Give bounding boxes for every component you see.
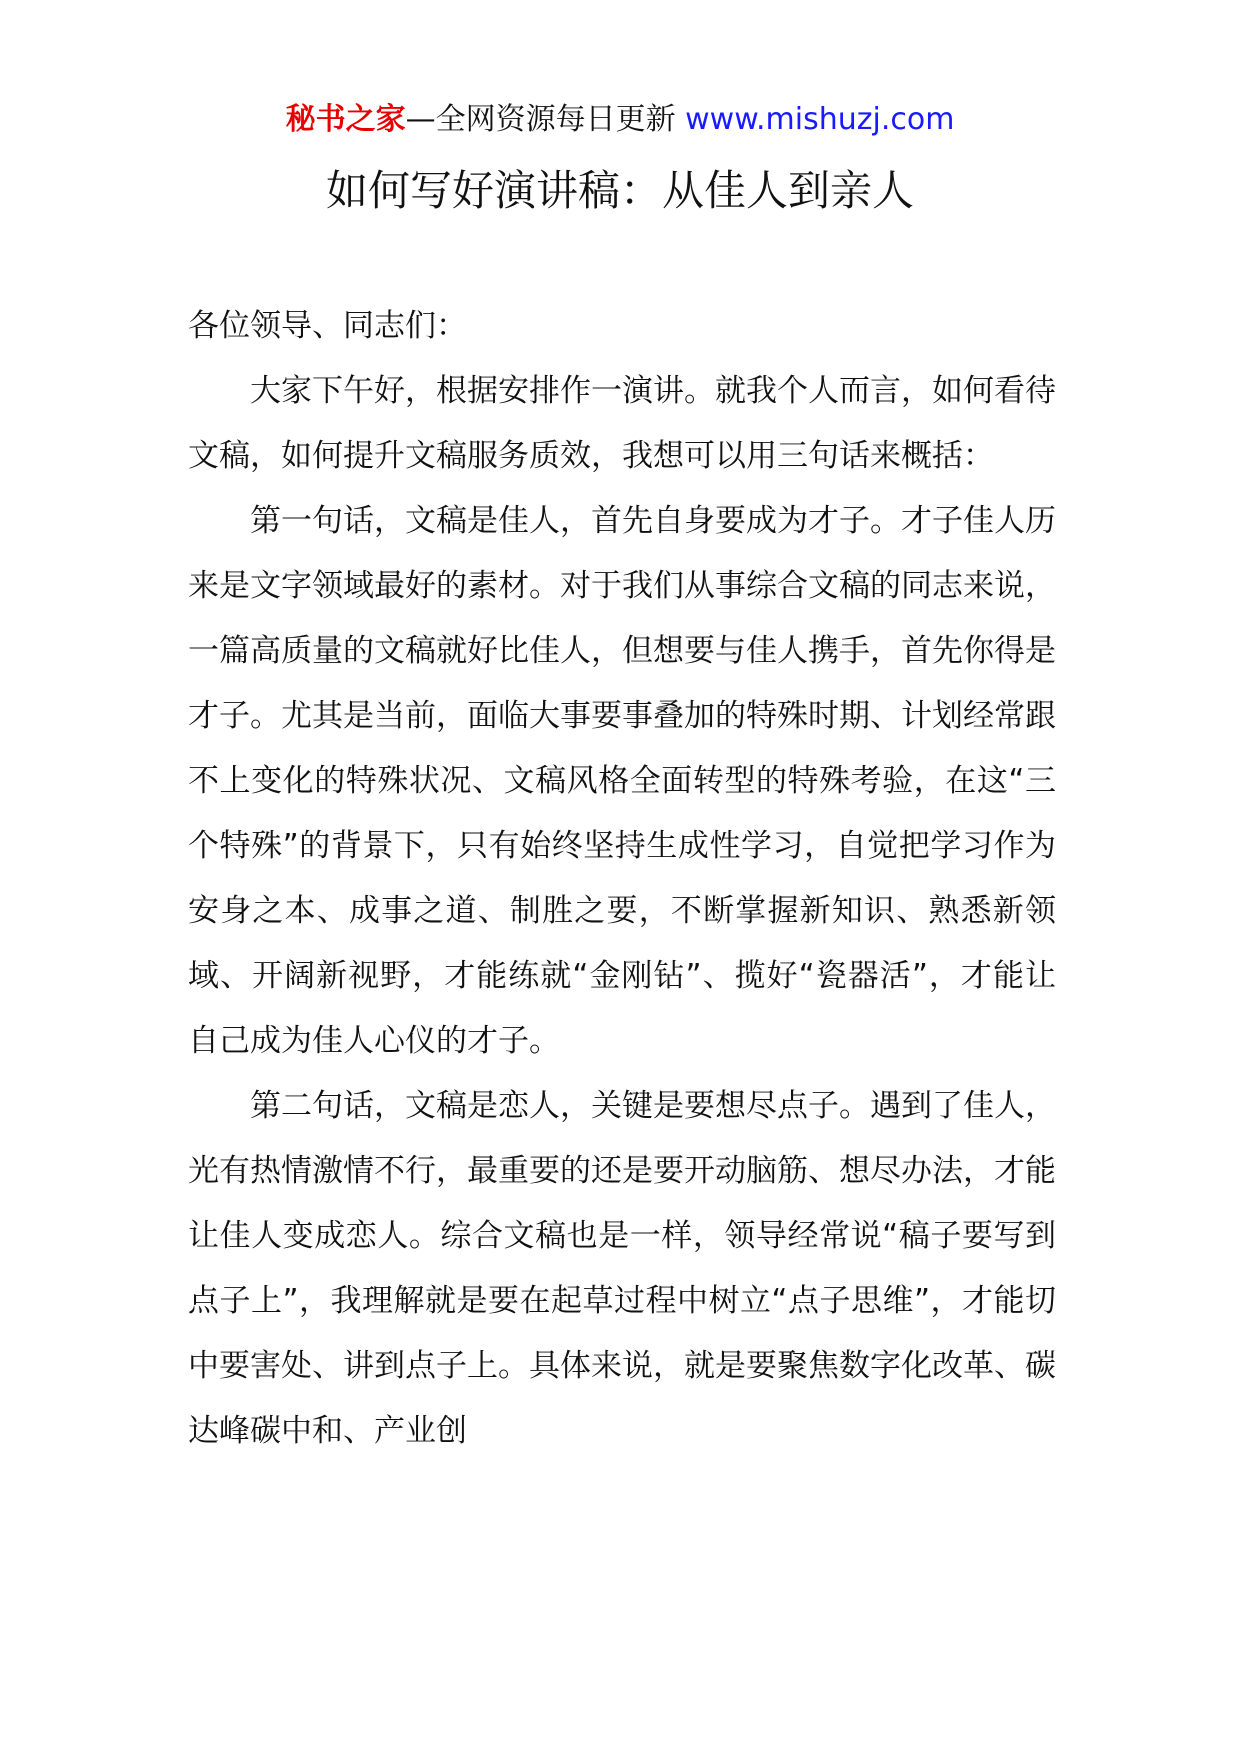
site-slogan: —全网资源每日更新 xyxy=(405,102,676,137)
body-paragraph: 第一句话，文稿是佳人，首先自身要成为才子。才子佳人历来是文字领域最好的素材。对于我们从事综合文稿的同志来说，一篇高质量的文稿就好比佳人，但想要与佳人携手，首先你得是才子。尤其是当前，面临大事要事叠加的特殊时期、计划经常跟不上变化的特殊状况、文稿风格全面转型的特殊考验，在这“三个特殊”的背景下，只有始终坚持生成性学习，自觉把学习作为安身之本、成事之道、制胜之要，不断掌握新知识、熟悉新领域、开阔新视野，才能练就“金刚钻”、揽好“瓷器活”，才能让自己成为佳人心仪的才子。 xyxy=(188,503,1056,1059)
body-paragraph: 第二句话，文稿是恋人，关键是要想尽点子。遇到了佳人，光有热情激情不行，最重要的还是要开动脑筋、想尽办法，才能让佳人变成恋人。综合文稿也是一样，领导经常说“稿子要写到点子上”，我理解就是要在起草过程中树立“点子思维”，才能切中要害处、讲到点子上。具体来说，就是要聚焦数字化改革、碳达峰碳中和、产业创 xyxy=(188,1088,1056,1449)
site-url-link[interactable]: www.mishuzj.com xyxy=(685,102,955,137)
salutation: 各位领导、同志们： xyxy=(188,308,467,344)
site-name: 秘书之家 xyxy=(285,102,406,137)
body-paragraph: 大家下午好，根据安排作一演讲。就我个人而言，如何看待文稿，如何提升文稿服务质效，我想可以用三句话来概括： xyxy=(188,373,1056,474)
document-body xyxy=(188,294,1056,1464)
site-header xyxy=(0,100,1240,140)
document-title: 如何写好演讲稿：从佳人到亲人 xyxy=(325,166,914,215)
